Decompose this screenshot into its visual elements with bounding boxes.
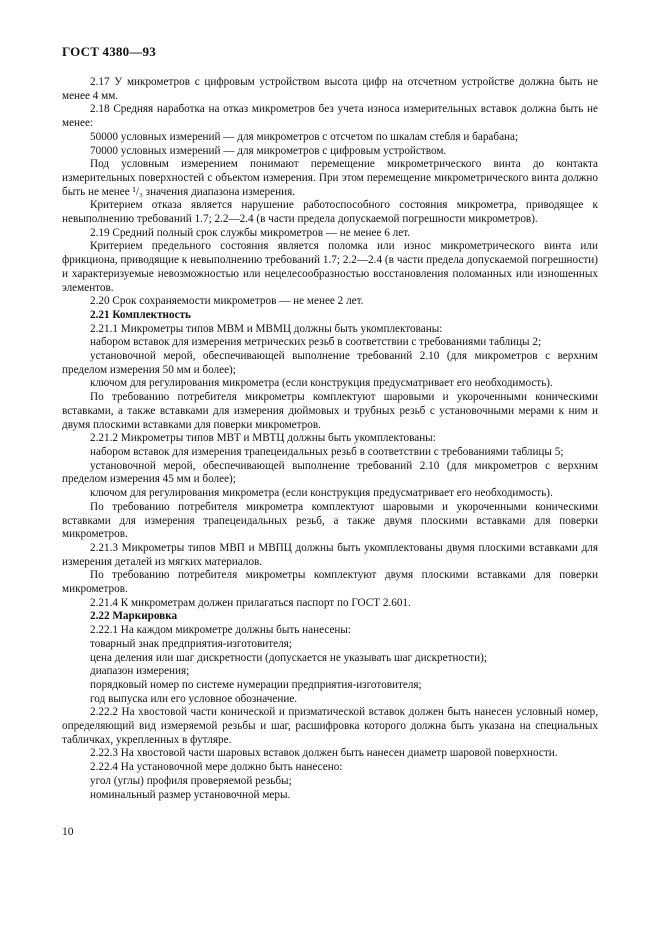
paragraph: Критерием предельного состояния является поломка или износ микрометрического винта или фрикциона, приводящие к невыполнению требований 1.7; 2.2—2.4 (в части предела допускаемой погрешности) и характеризуемые невозможностью или нецелесообразностью восстановления поломанных или изношенных элементов. <box>62 240 598 294</box>
paragraph: набором вставок для измерения метрических резьб в соответствии с требованиями таблицы 2; <box>90 336 542 349</box>
paragraph: Критерием отказа является нарушение работоспособного состояния микрометра, приводящее к невыполнению требований 1.7; 2.2—2.4 (в части предела допускаемой погрешности микрометров). <box>62 199 598 226</box>
paragraph: номинальный размер установочной меры. <box>90 788 291 801</box>
paragraph: 2.19 Средний полный срок службы микрометров — не менее 6 лет. <box>90 226 411 239</box>
paragraph: 2.21.1 Микрометры типов МВМ и МВМЦ должны быть укомплектованы: <box>90 322 443 335</box>
paragraph: Под условным измерением понимают перемещение микрометрического винта до контакта измерительных поверхностей с объектом измерения. При этом перемещение микрометрического винта должно быть не менее ¹/₃ значения диапазона измерения. <box>62 158 598 198</box>
paragraph: установочной мерой, обеспечивающей выполнение требований 2.10 (для микрометров с верхним пределом измерения 45 мм и более); <box>62 459 598 486</box>
paragraph: цена деления или шаг дискретности (допускается не указывать шаг дискретности); <box>90 651 487 664</box>
paragraph: установочной мерой, обеспечивающей выполнение требований 2.10 (для микрометров с верхним пределом измерения 50 мм и более); <box>62 350 598 376</box>
paragraph: 2.22.3 На хвостовой части шаровых вставок должен быть нанесен диаметр шаровой поверхности. <box>90 747 558 760</box>
paragraph: год выпуска или его условное обозначение. <box>90 692 298 705</box>
paragraph: 70000 условных измерений — для микрометров с цифровым устройством. <box>90 144 447 157</box>
paragraph: 2.18 Средняя наработка на отказ микрометров без учета износа измерительных вставок должна быть не менее: <box>62 103 598 130</box>
paragraph: 2.22.4 На установочной мере должно быть нанесено: <box>90 761 343 774</box>
paragraph: порядковый номер по системе нумерации предприятия-изготовителя; <box>90 678 422 691</box>
paragraph: По требованию потребителя микрометра комплектуют шаровыми и укороченными коническими вставками для измерения трапецеидальных резьб, а также двумя плоскими вставками для поверки микрометров. <box>62 500 598 541</box>
paragraph: угол (углы) профиля проверяемой резьбы; <box>90 774 292 787</box>
paragraph: товарный знак предприятия-изготовителя; <box>90 637 292 650</box>
section-heading: 2.22 Маркировка <box>90 610 178 623</box>
paragraph: ключом для регулирования микрометра (если конструкция предусматривает его необходимость). <box>90 487 553 500</box>
paragraph: набором вставок для измерения трапецеидальных резьб в соответствии с требованиями таблицы 5; <box>90 445 564 458</box>
paragraph: 2.22.1 На каждом микрометре должны быть нанесены: <box>90 624 352 637</box>
paragraph: диапазон измерения; <box>90 665 190 678</box>
paragraph: 2.21.2 Микрометры типов МВТ и МВТЦ должны быть укомплектованы: <box>90 432 436 445</box>
document-body <box>62 76 598 802</box>
page-number: 10 <box>62 826 74 838</box>
paragraph: По требованию потребителя микрометры комплектуют шаровыми и укороченными коническими вставками, а также вставками для измерения дюймовых и трубных резьб с установочными мерами к ним и двумя плоскими вставками для поверки микрометров. <box>62 391 598 431</box>
paragraph: ключом для регулирования микрометра (если конструкция предусматривает его необходимость). <box>90 377 553 390</box>
section-heading: 2.21 Комплектность <box>90 308 191 321</box>
paragraph: 50000 условных измерений — для микрометров с отсчетом по шкалам стебля и барабана; <box>90 130 519 143</box>
paragraph: 2.20 Срок сохраняемости микрометров — не менее 2 лет. <box>90 295 364 308</box>
document-header: ГОСТ 4380—93 <box>62 44 156 59</box>
paragraph: 2.21.3 Микрометры типов МВП и МВПЦ должны быть укомплектованы двумя плоскими вставками для измерения деталей из мягких материалов. <box>62 541 598 568</box>
paragraph: 2.22.2 На хвостовой части конической и призматической вставок должен быть нанесен условный номер, определяющий вид измеряемой резьбы и шаг, расшифровка которого должна быть указана на специальных табличках, укрепленных в футляре. <box>62 706 598 746</box>
paragraph: 2.17 У микрометров с цифровым устройством высота цифр на отсчетном устройстве должна быть не менее 4 мм. <box>62 76 598 102</box>
paragraph: 2.21.4 К микрометрам должен прилагаться паспорт по ГОСТ 2.601. <box>90 596 411 609</box>
paragraph: По требованию потребителя микрометры комплектуют двумя плоскими вставками для поверки микрометров. <box>62 569 598 596</box>
